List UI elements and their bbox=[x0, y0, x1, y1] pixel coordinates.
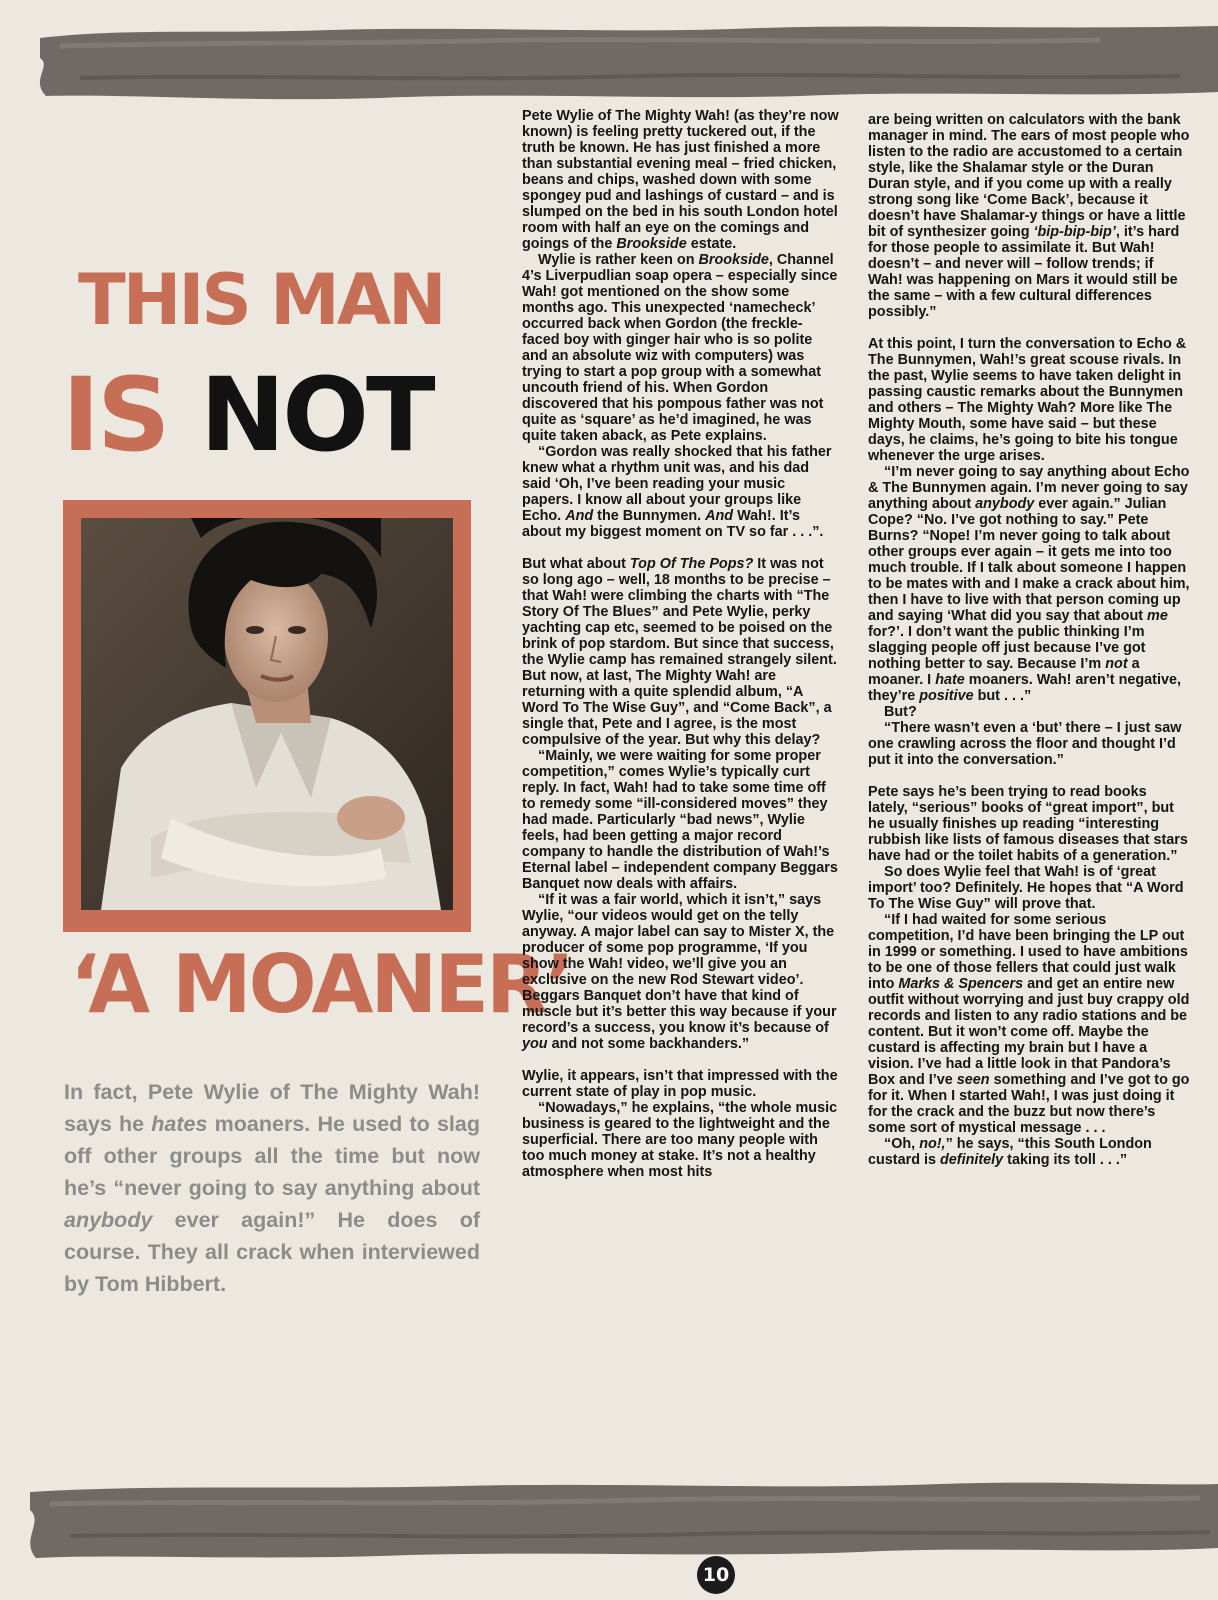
paragraph bbox=[868, 112, 1190, 320]
text-run: ever again.” Julian Cope? “No. I’ve got nothing to say.” Pete Burns? “Nope! I’m never going to talk about other groups ever again – it gets me into too much trouble. If I talk about someone I happen to be mates with and I make a crack about him, then I have to live with that person coming up and saying ‘What did you say that about bbox=[868, 496, 1190, 624]
article-column-2 bbox=[868, 112, 1190, 1168]
text-run: Wah!. It’s about my biggest moment on TV so far . . .”. bbox=[522, 508, 824, 540]
standfirst-emphasis-1: hates bbox=[151, 1112, 208, 1136]
paragraph: Pete says he’s been trying to read books lately, “serious” books of “great import”, but he usually finishes up reading “interesting rubbish like lists of famous diseases that stars have had or the toilet habits of a generation.” bbox=[868, 784, 1188, 864]
text-run: estate. bbox=[686, 236, 737, 252]
text-run: “I’m never going to say anything about Echo & The Bunnymen again. I’m never going to say anything about bbox=[868, 464, 1190, 512]
text-run: are being written on calculators with the bank manager in mind. The ears of most people who listen to the radio are accustomed to a certain style, like the Shalamar style or the Duran Duran style, and if you come up with a really strong song like ‘Come Back’, because it doesn’t have Shalamar-y things or have a little bit of synthesizer going bbox=[868, 112, 1190, 240]
standfirst bbox=[64, 1076, 480, 1300]
italic-run: Marks & Spencers bbox=[898, 976, 1024, 992]
headline-not: NOT bbox=[199, 356, 433, 475]
portrait-photo bbox=[81, 518, 453, 910]
italic-run: Top Of The Pops? bbox=[629, 556, 754, 572]
text-run: Pete Wylie of The Mighty Wah! (as they’re now known) is feeling pretty tuckered out, if the truth be known. He has just finished a more than substantial evening meal – fried chicken, beans and chips, washed down with some spongey pud and lashings of custard – and is slumped on the bed in his south London hotel room with half an eye on the comings and goings of the bbox=[522, 108, 839, 252]
text-run: moaners. Wah! aren’t negative, they’re bbox=[868, 672, 1181, 704]
standfirst-text-1: In fact, Pete Wylie of The Mighty Wah! says he bbox=[64, 1080, 480, 1136]
paragraph bbox=[868, 912, 1190, 1136]
text-run: for?’. I don’t want the public thinking I’m slagging people off just because I’ve got nothing better to say. Because I’m bbox=[868, 624, 1146, 672]
paragraph: So does Wylie feel that Wah! is of ‘great import’ too? Definitely. He hopes that “A Word To The Wise Guy” will prove that. bbox=[868, 864, 1184, 912]
text-run: something and I’ve got to go for it. When I started Wah!, I was just doing it for the crack and the buzz but now there’s some sort of mystical message . . . bbox=[868, 1072, 1190, 1136]
italic-run: definitely bbox=[939, 1152, 1004, 1168]
text-run: “If it was a fair world, which it isn’t,” says Wylie, “our videos would get on the telly anyway. A major label can say to Mister X, the producer of some pop programme, ‘If you show the Wah! video, we’ll give you an exclusive on the new Rod Stewart video’. Beggars Banquet don’t have that kind of muscle but it’s better this way because if your record’s a success, you know it’s because of bbox=[522, 892, 837, 1036]
text-run: It was not so long ago – well, 18 months to be precise – that Wah! were climbing the charts with “The Story Of The Blues” and Pete Wylie, perky yachting cap etc, seemed to be poised on the brink of pop stardom. But since that success, the Wylie camp has remained strangely silent. But now, at last, The Mighty Wah! are returning with a quite splendid album, “A Word To The Wise Guy”, and “Come Back”, a single that, Pete and I agree, is the most compulsive of the year. But why this delay? bbox=[522, 556, 837, 748]
text-run: “If I had waited for some serious competition, I’d have been bringing the LP out in 1999 or something. I used to have ambitions to be one of those fellers that could just walk into bbox=[868, 912, 1188, 992]
standfirst-text-2: moaners. He used to slag off other groups all the time but now he’s “never going to say anything about bbox=[64, 1112, 480, 1200]
italic-run: no!, bbox=[919, 1136, 946, 1152]
paragraph: “There wasn’t even a ‘but’ there – I just saw one crawling across the floor and thought I’d put it into the conversation.” bbox=[868, 720, 1182, 768]
paragraph: But? bbox=[884, 704, 917, 720]
text-run: a moaner. I bbox=[868, 656, 1140, 688]
text-run: taking its toll . . .” bbox=[1003, 1152, 1128, 1168]
headline-line-2 bbox=[62, 356, 433, 475]
italic-run: ‘bip-bip-bip’ bbox=[1033, 224, 1116, 240]
italic-run: seen bbox=[956, 1072, 990, 1088]
headline-is: IS bbox=[62, 356, 168, 475]
standfirst-text-3: ever again!” He does of course. They all crack when interviewed by Tom Hibbert. bbox=[64, 1208, 480, 1296]
italic-run: positive bbox=[919, 688, 974, 704]
page-number: 10 bbox=[697, 1556, 735, 1594]
text-run: But what about bbox=[522, 556, 630, 572]
text-run: and not some backhanders.” bbox=[547, 1036, 750, 1052]
paragraph bbox=[868, 464, 1190, 704]
italic-run: me bbox=[1147, 608, 1168, 624]
text-run: , Channel 4’s Liverpudlian soap opera – especially since Wah! got mentioned on the show some months ago. This unexpected ‘namecheck’ occurred back when Gordon (the freckle-faced boy with ginger hair who is so polite and an absolute wiz with computers) was trying to start a pop group with a somewhat uncouth friend of his. When Gordon discovered that his pompous father was not quite as ‘square’ as he’d imagined, he was quite taken aback, as Pete explains. bbox=[522, 252, 838, 444]
paragraph: At this point, I turn the conversation to Echo & The Bunnymen, Wah!’s great scouse rivals. In the past, Wylie seems to have taken delight in passing caustic remarks about the Bunnymen and others – The Mighty Wah? More like The Mighty Mouth, some have said – but these days, he claims, he’s going to bite his tongue whenever the urge arises. bbox=[868, 336, 1187, 464]
bottom-brush-stroke bbox=[0, 1470, 1218, 1575]
headline-line-3: ‘A MOANER’ bbox=[70, 938, 572, 1031]
paragraph: “Nowadays,” he explains, “the whole music business is geared to the lightweight and the superficial. There are too many people with too much money at stake. It’s not a healthy atmosphere when most hits bbox=[522, 1100, 838, 1180]
text-run: and get an entire new outfit without worrying and just buy crappy old records and listen to any radio stations and be content. But it won’t come off. Maybe the custard is affecting my brain but I have a vision. I’ve had a little look in that Pandora’s Box and I’ve bbox=[868, 976, 1190, 1088]
text-run: Wylie is rather keen on bbox=[538, 252, 699, 268]
italic-run: And bbox=[565, 508, 594, 524]
standfirst-emphasis-2: anybody bbox=[64, 1208, 153, 1232]
headline-line-1: THIS MAN bbox=[78, 259, 444, 341]
paragraph bbox=[522, 108, 840, 252]
italic-run: Brookside bbox=[616, 236, 687, 252]
top-brush-stroke bbox=[0, 0, 1218, 110]
paragraph bbox=[868, 1136, 1190, 1168]
italic-run: you bbox=[522, 1036, 548, 1052]
italic-run: hate bbox=[935, 672, 965, 688]
portrait-illustration bbox=[81, 518, 453, 910]
italic-run: anybody bbox=[975, 496, 1035, 512]
italic-run: And bbox=[705, 508, 734, 524]
text-run: ” he says, “this South London custard is bbox=[868, 1136, 1152, 1168]
paragraph bbox=[522, 892, 840, 1052]
italic-run: not bbox=[1105, 656, 1128, 672]
text-run: , it’s hard for those people to assimilate it. But Wah! doesn’t – and never will – follow trends; if Wah! was happening on Mars it would still be the same – with a few cultural differences possibly.” bbox=[868, 224, 1180, 320]
paragraph: “Mainly, we were waiting for some proper competition,” comes Wylie’s typically curt reply. In fact, Wah! had to take some time off to remedy some “ill-considered moves” they had made. Particularly “bad news”, Wylie feels, had been getting a major record company to handle the distribution of Wah!’s Eternal label – independent company Beggars Banquet now deals with affairs. bbox=[522, 748, 838, 892]
photo-frame bbox=[63, 500, 471, 932]
text-run: “Oh, bbox=[884, 1136, 920, 1152]
italic-run: Brookside bbox=[698, 252, 769, 268]
paragraph bbox=[522, 556, 840, 748]
text-run: the Bunnymen. bbox=[593, 508, 706, 524]
paragraph bbox=[522, 252, 840, 444]
paragraph bbox=[522, 444, 840, 540]
text-run: but . . .” bbox=[973, 688, 1032, 704]
article-column-1 bbox=[522, 108, 840, 1180]
paragraph: Wylie, it appears, isn’t that impressed with the current state of play in pop music. bbox=[522, 1068, 838, 1100]
text-run: “Gordon was really shocked that his father knew what a rhythm unit was, and his dad said ‘Oh, I’ve been reading your music papers. I know all about your groups like Echo. bbox=[522, 444, 832, 524]
